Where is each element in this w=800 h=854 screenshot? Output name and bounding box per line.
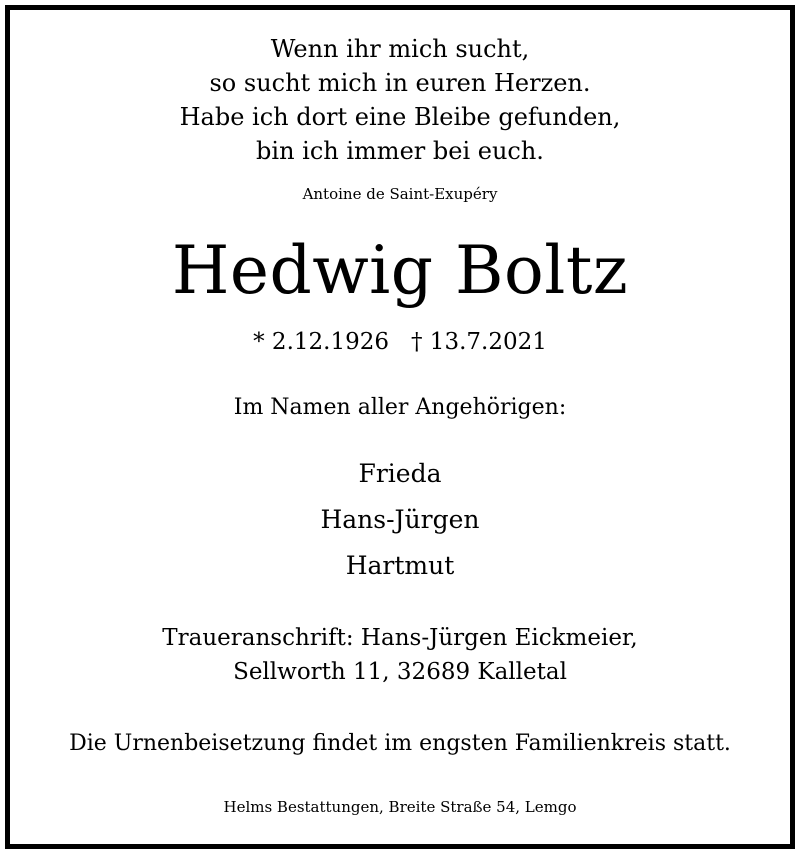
poem-author: Antoine de Saint-Exupéry: [302, 185, 498, 203]
mourner-name-3: Hartmut: [345, 551, 455, 580]
birth-date: * 2.12.1926: [253, 329, 389, 355]
mourner-name-2: Hans-Jürgen: [320, 505, 480, 534]
poem-line-3: Habe ich dort eine Bleibe gefunden,: [179, 103, 621, 131]
poem-line-1: Wenn ihr mich sucht,: [270, 35, 530, 63]
address-line-1: Traueranschrift: Hans-Jürgen Eickmeier,: [162, 625, 638, 651]
death-date: † 13.7.2021: [411, 329, 547, 355]
poem-line-2: so sucht mich in euren Herzen.: [209, 69, 591, 97]
poem-line-4: bin ich immer bei euch.: [256, 137, 544, 165]
burial-notice: Die Urnenbeisetzung findet im engsten Familienkreis statt.: [69, 731, 731, 756]
obituary-border: [5, 5, 795, 849]
mourner-name-1: Frieda: [358, 459, 442, 488]
deceased-name: Hedwig Boltz: [171, 232, 629, 309]
mourners-intro: Im Namen aller Angehörigen:: [233, 395, 567, 420]
funeral-home: Helms Bestattungen, Breite Straße 54, Lemgo: [223, 798, 577, 816]
life-dates: [0, 331, 800, 354]
address-line-2: Sellworth 11, 32689 Kalletal: [233, 659, 567, 685]
